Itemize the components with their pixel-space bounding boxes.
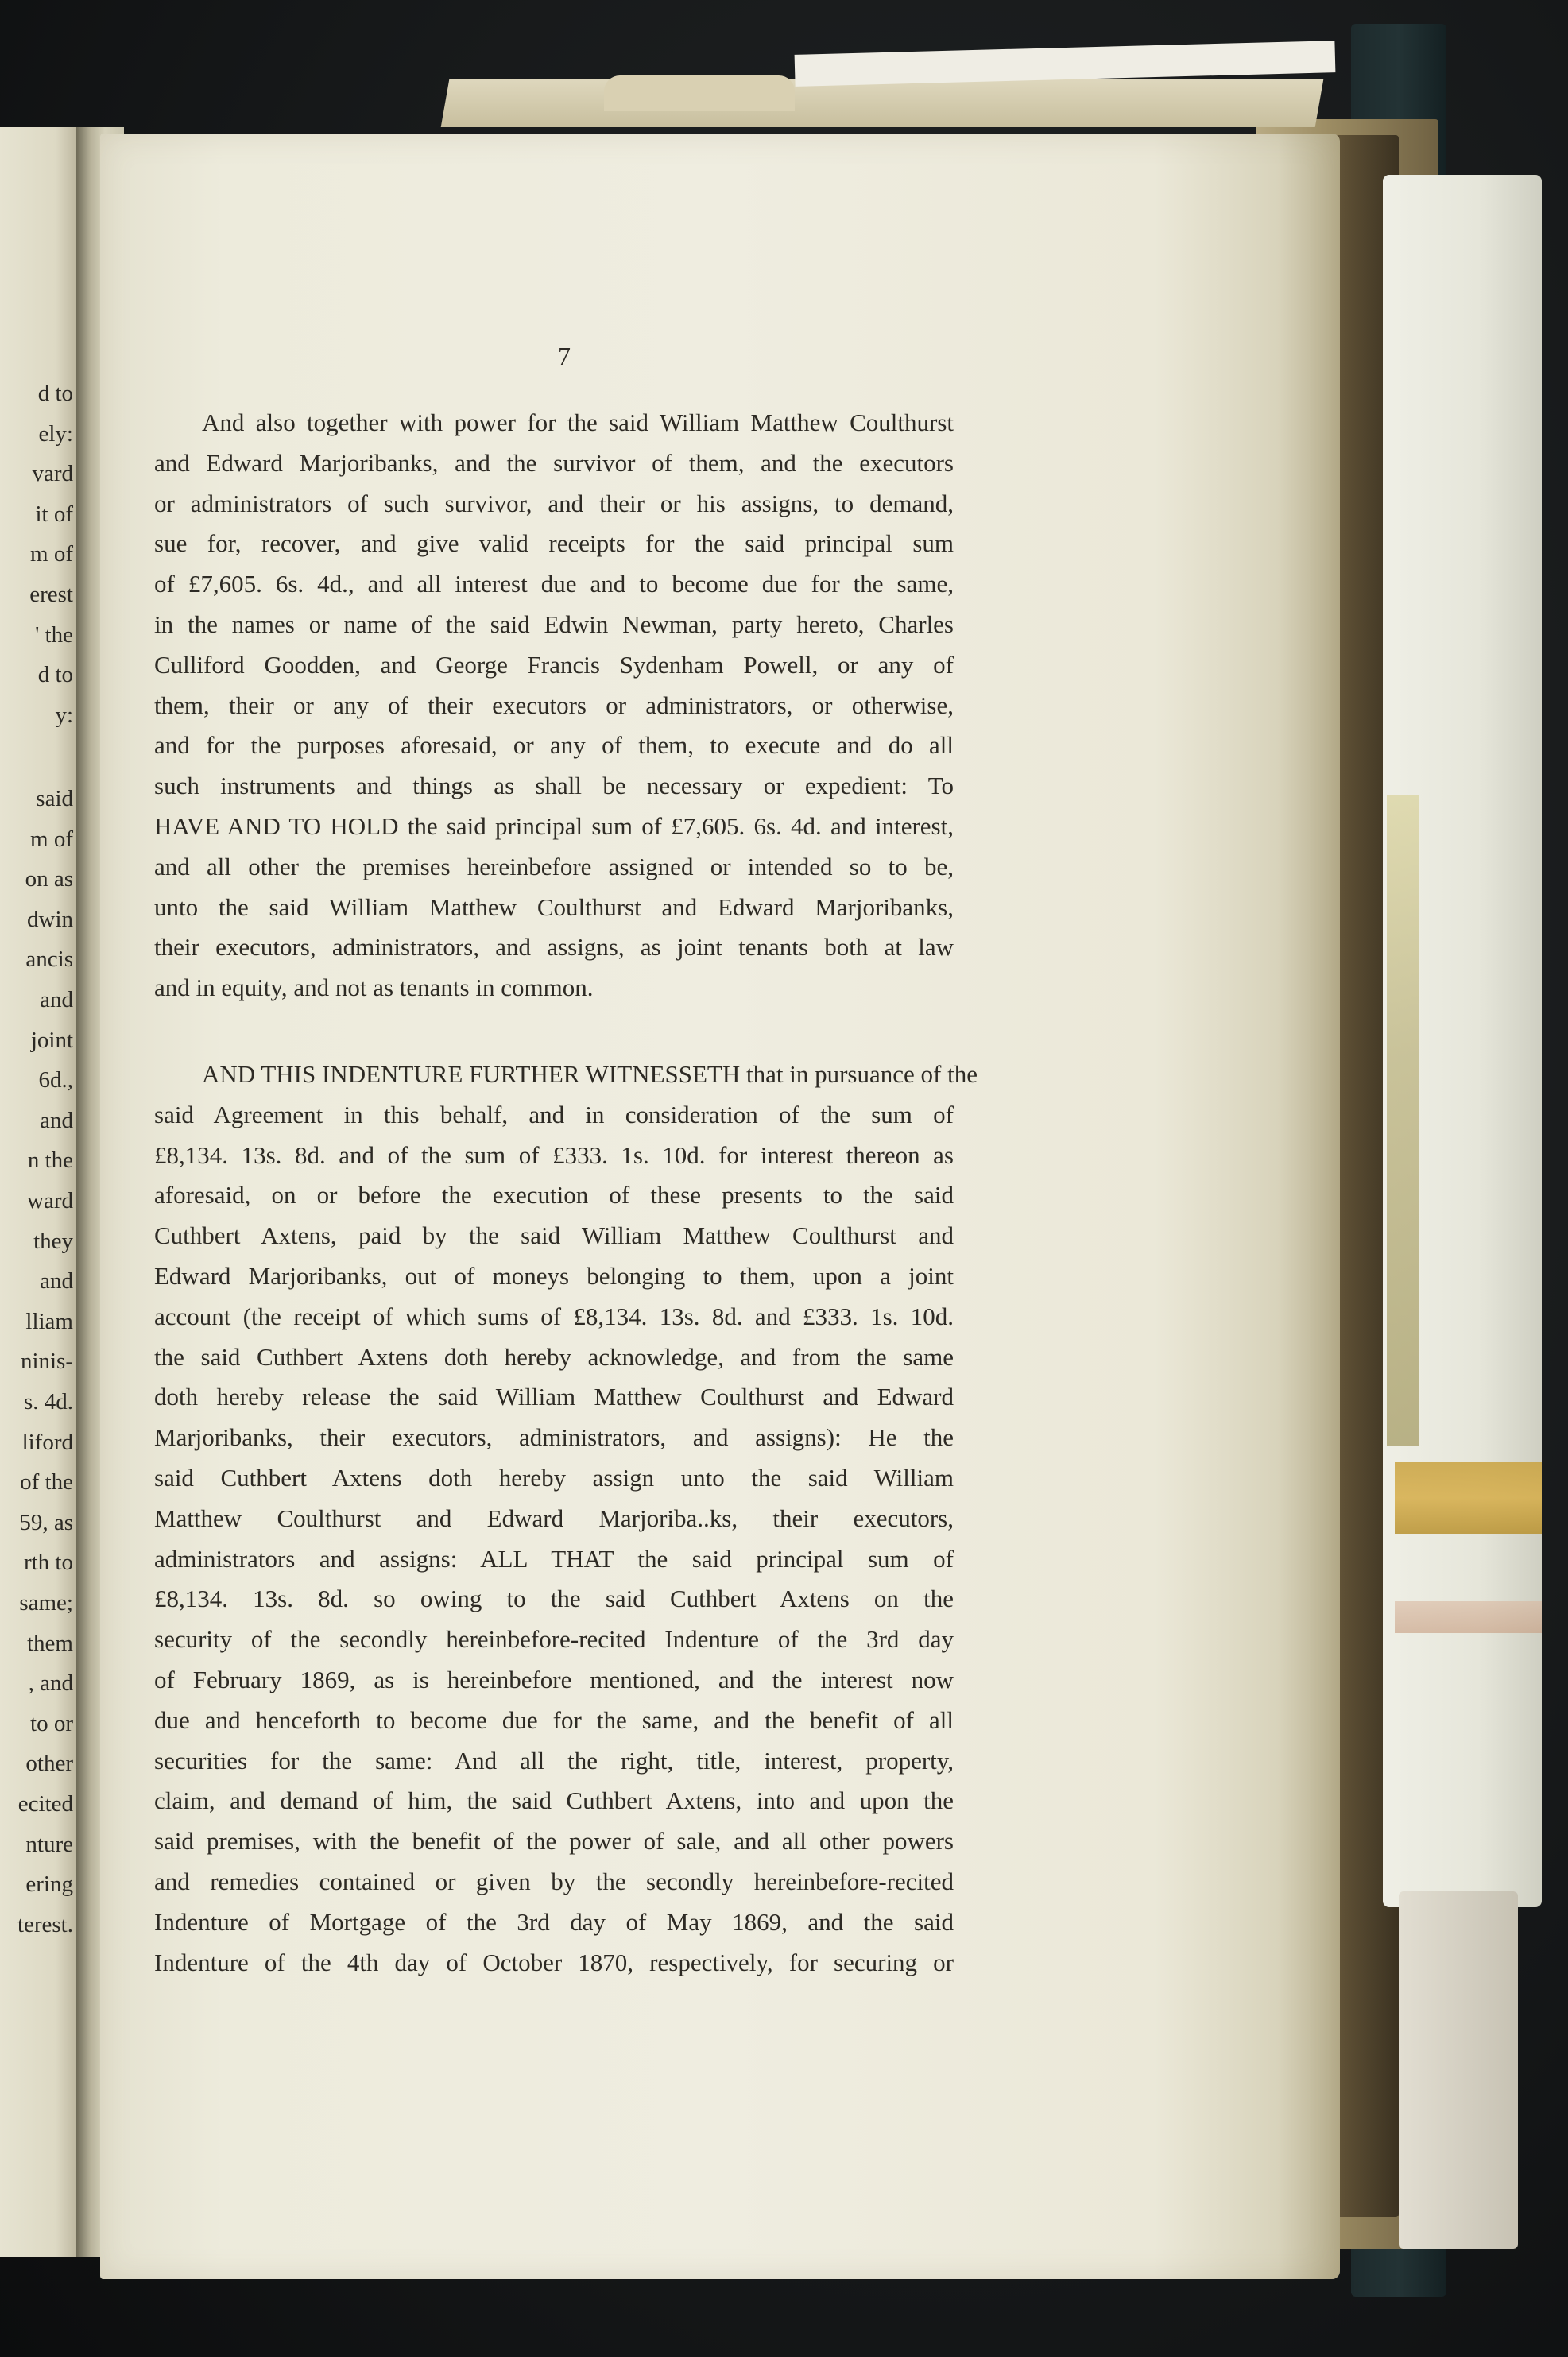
left-page-text-fragment: s. 4d. [23, 1389, 73, 1415]
text-line: account (the receipt of which sums of £8,134. 13s. 8d. and £333. 1s. 10d. [154, 1302, 954, 1330]
text-line: unto the said William Matthew Coulthurst and Edward Marjoribanks, [154, 892, 954, 921]
text-line: HAVE AND TO HOLD the said principal sum of £7,605. 6s. 4d. and interest, [154, 812, 954, 840]
left-page-text-fragment: liford [21, 1429, 73, 1455]
text-line: administrators and assigns: ALL THAT the said principal sum of [154, 1544, 954, 1573]
left-page-text-fragment: dwin [27, 906, 73, 932]
text-line: the said Cuthbert Axtens doth hereby acknowledge, and from the same [154, 1342, 954, 1371]
left-page-text-fragment: of the [20, 1469, 73, 1496]
text-line: them, their or any of their executors or administrators, or otherwise, [154, 691, 954, 719]
text-line: of February 1869, as is hereinbefore mentioned, and the interest now [154, 1666, 954, 1693]
tape-mark [1395, 1462, 1542, 1534]
left-page-text-fragment: on as [25, 866, 73, 892]
left-page-text-fragment: ely: [38, 420, 73, 447]
left-page-text-fragment: d to [37, 381, 73, 406]
left-page-text-fragment: lliam [25, 1308, 73, 1334]
torn-page-corner [604, 75, 795, 111]
text-line: and in equity, and not as tenants in common. [154, 973, 594, 1002]
left-page-text-fragment: n the [27, 1148, 73, 1174]
left-page-text-fragment: nture [25, 1831, 73, 1857]
left-page-text-fragment: vard [32, 461, 73, 487]
text-line: And also together with power for the said William Matthew Coulthurst [202, 408, 954, 436]
text-line: of £7,605. 6s. 4d., and all interest due and to become due for the same, [154, 570, 954, 598]
left-page-text-fragment: y: [55, 702, 73, 728]
text-line: Edward Marjoribanks, out of moneys belonging to them, upon a joint [154, 1262, 954, 1290]
text-line: and remedies contained or given by the secondly hereinbefore-recited [154, 1867, 954, 1895]
left-page-text-fragment: terest. [17, 1911, 73, 1937]
text-line: said Agreement in this behalf, and in consideration of the sum of [154, 1100, 954, 1128]
text-line: claim, and demand of him, the said Cuthbert Axtens, into and upon the [154, 1786, 954, 1815]
top-page-fragment [441, 79, 1324, 127]
left-page-text-fragment: joint [30, 1027, 73, 1053]
text-line: securities for the same: And all the right, title, interest, property, [154, 1746, 954, 1775]
text-line: and for the purposes aforesaid, or any of them, to execute and do all [154, 731, 954, 760]
text-line: Culliford Goodden, and George Francis Sydenham Powell, or any of [154, 650, 954, 679]
left-page-text-fragment: and [40, 1107, 73, 1133]
text-line: Matthew Coulthurst and Edward Marjoriba..ks, their executors, [154, 1504, 954, 1532]
text-line: Marjoribanks, their executors, administrators, and assigns): He the [154, 1423, 954, 1452]
text-line: Cuthbert Axtens, paid by the said William Matthew Coulthurst and [154, 1221, 954, 1250]
left-facing-page [0, 127, 79, 2257]
left-page-text-fragment: ancis [25, 946, 73, 973]
left-page-text-fragment: it of [35, 501, 73, 527]
text-line: or administrators of such survivor, and their or his assigns, to demand, [154, 489, 954, 517]
inserted-paper-edge-lower [1399, 1891, 1518, 2249]
text-line: their executors, administrators, and assigns, as joint tenants both at law [154, 933, 954, 962]
left-page-text-fragment: and [40, 987, 73, 1012]
text-line: in the names or name of the said Edwin Newman, party hereto, Charles [154, 610, 954, 638]
left-page-text-fragment: said [36, 786, 73, 811]
text-line: Indenture of the 4th day of October 1870, respectively, for securing or [154, 1948, 954, 1976]
text-line: AND THIS INDENTURE FURTHER WITNESSETH that in pursuance of the [202, 1060, 978, 1088]
left-page-text-fragment: m of [30, 826, 73, 852]
left-page-text-fragment: erest [29, 582, 73, 607]
left-page-text-fragment: m of [30, 541, 73, 567]
left-page-text-fragment: and [40, 1268, 73, 1295]
left-page-text-fragment: same; [19, 1590, 73, 1616]
left-page-text-fragment: to or [30, 1710, 73, 1736]
text-line: sue for, recover, and give valid receipts for the said principal sum [154, 529, 954, 558]
left-page-text-fragment: them [27, 1630, 73, 1656]
text-line: security of the secondly hereinbefore-recited Indenture of the 3rd day [154, 1625, 954, 1654]
left-page-text-fragment: other [25, 1751, 73, 1777]
left-page-text-fragment: they [33, 1228, 73, 1254]
text-line: said premises, with the benefit of the power of sale, and all other powers [154, 1827, 954, 1856]
left-page-text-fragment: d to [37, 662, 73, 688]
left-page-text-fragment: ninis- [20, 1349, 73, 1375]
text-line: £8,134. 13s. 8d. so owing to the said Cuthbert Axtens on the [154, 1585, 954, 1613]
left-page-text-fragment: 6d., [38, 1067, 73, 1093]
left-page-text-fragment: , and [28, 1670, 73, 1697]
text-line: £8,134. 13s. 8d. and of the sum of £333. 1s. 10d. for interest thereon as [154, 1140, 954, 1169]
left-page-text-fragment: ecited [17, 1791, 73, 1817]
left-page-text-fragment: ward [27, 1188, 73, 1213]
text-line: and Edward Marjoribanks, and the survivor of them, and the executors [154, 448, 954, 477]
page-number: 7 [558, 342, 571, 370]
left-page-text-fragment: 59, as [19, 1509, 73, 1535]
text-line: Indenture of Mortgage of the 3rd day of May 1869, and the said [154, 1907, 954, 1936]
text-line: doth hereby release the said William Matthew Coulthurst and Edward [154, 1383, 954, 1411]
left-page-text-fragment: ' the [35, 621, 73, 648]
paper-stain [1387, 795, 1419, 1446]
tape-mark-faded [1395, 1601, 1542, 1633]
left-page-text-fragment: ering [25, 1871, 73, 1898]
text-line: said Cuthbert Axtens doth hereby assign unto the said William [154, 1464, 954, 1492]
text-line: and all other the premises hereinbefore assigned or intended so to be, [154, 852, 954, 880]
text-line: due and henceforth to become due for the same, and the benefit of all [154, 1705, 954, 1734]
text-line: such instruments and things as shall be necessary or expedient: To [154, 772, 954, 800]
text-line: aforesaid, on or before the execution of these presents to the said [154, 1181, 954, 1209]
left-page-text-fragment: rth to [23, 1550, 73, 1576]
